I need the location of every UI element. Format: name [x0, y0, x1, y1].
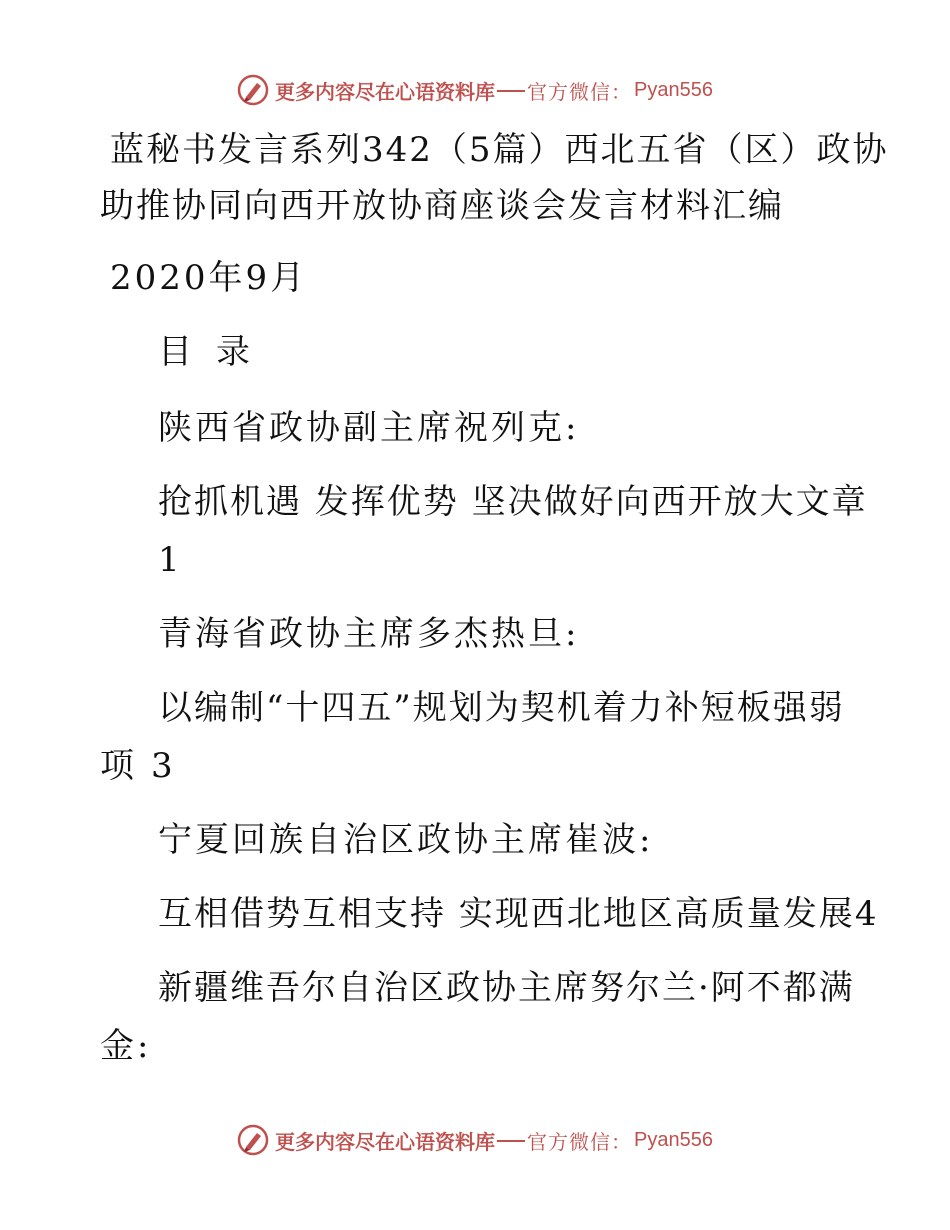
banner-text: 更多内容尽在心语资料库: [275, 1129, 496, 1154]
banner-wechat-id: Pyan556: [634, 78, 713, 101]
document-title-line-2: 助推协同向西开放协商座谈会发言材料汇编: [100, 186, 784, 226]
toc-entry-1-page: 1: [158, 540, 183, 580]
toc-entry-1-speaker: 陕西省政协副主席祝列克:: [158, 408, 580, 448]
banner-wechat-label: 官方微信：: [527, 1129, 633, 1154]
header-watermark-banner: [0, 70, 950, 110]
toc-entry-4-speaker-wrap: 金:: [100, 1026, 152, 1066]
toc-entry-2-page: 3: [151, 746, 176, 786]
toc-heading-char-1: 目: [158, 332, 194, 372]
toc-heading: [158, 332, 252, 372]
pen-logo-icon: [237, 74, 269, 106]
toc-entry-2-title: 以编制“十四五”规划为契机着力补短板强弱: [158, 688, 845, 728]
banner-wechat-id: Pyan556: [634, 1128, 713, 1151]
toc-entry-2-title-wrap-text: 项: [100, 746, 137, 786]
toc-entry-3-speaker: 宁夏回族自治区政协主席崔波:: [158, 820, 654, 860]
toc-heading-char-2: 录: [216, 332, 252, 372]
document-date: 2020年9月: [110, 258, 308, 298]
toc-entry-1-title: 抢抓机遇 发挥优势 坚决做好向西开放大文章: [158, 482, 868, 522]
toc-entry-3-title-text: 互相借势互相支持 实现西北地区高质量发展: [158, 894, 855, 934]
toc-entry-2-title-wrap: [100, 746, 176, 786]
banner-dash: [497, 1140, 525, 1142]
toc-entry-3-title: [158, 894, 878, 934]
toc-entry-3-page: 4: [854, 894, 879, 934]
toc-entry-2-speaker: 青海省政协主席多杰热旦:: [158, 614, 580, 654]
banner-text: 更多内容尽在心语资料库: [275, 79, 496, 104]
banner-dash: [497, 90, 525, 92]
footer-watermark-banner: [0, 1120, 950, 1160]
pen-logo-icon: [237, 1124, 269, 1156]
banner-wechat-label: 官方微信：: [527, 79, 633, 104]
toc-entry-4-speaker: 新疆维吾尔自治区政协主席努尔兰·阿不都满: [158, 968, 855, 1008]
document-title-line-1: 蓝秘书发言系列342（5篇）西北五省（区）政协: [110, 130, 889, 170]
